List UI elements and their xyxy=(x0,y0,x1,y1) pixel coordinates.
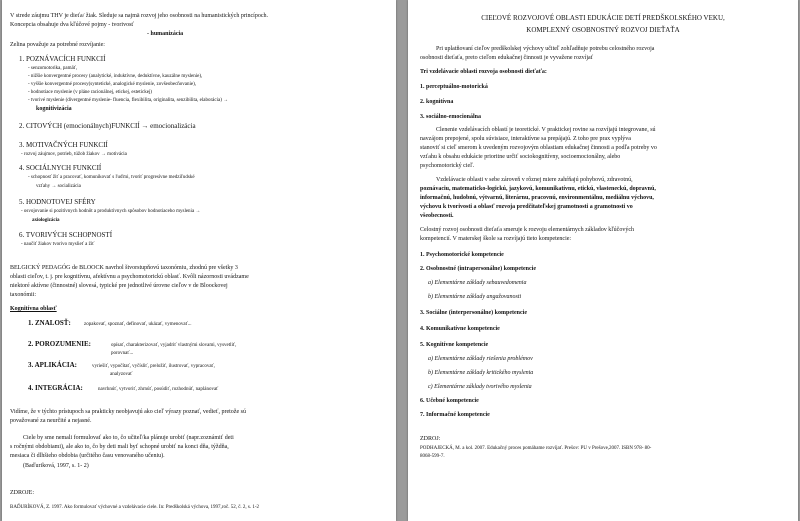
paragraph-line: všeobecnosti. xyxy=(420,213,454,219)
competence-item: 1. Psychomotorické kompetencie xyxy=(420,252,504,258)
level-verbs: navrhnúť, vytvoriť, zhrnúť, posúdiť, rozhodnúť, naplánovať xyxy=(98,387,219,392)
competence-item: 6. Učebné kompetencie xyxy=(420,398,479,404)
level-verbs: porovnať... xyxy=(111,351,134,356)
level-verbs: zopakovať, spoznať, definovať, ukázať, vymenovať... xyxy=(84,322,192,327)
competence-item: 2. Osobnostné (intrapersonálne) kompetencie xyxy=(420,266,536,272)
cognitive-title: Kognitívna oblasť xyxy=(10,306,57,312)
goals-line: Ciele by sme nemali formulovať ako to, čo učiteľ/ka plánuje urobiť (napr.zoznámiť deti xyxy=(23,435,234,441)
goals-line: s ročnými obdobiami), ale ako to, čo by deti mali byť schopné urobiť na konci dňa, týždňa, xyxy=(10,444,229,450)
section-line: axiologizácia xyxy=(32,218,60,223)
source-line: 8068-599-7. xyxy=(420,454,445,459)
areas-lead: Tri vzdelávacie oblasti rozvoja osobnosti dieťaťa: xyxy=(420,69,547,75)
paragraph-line: poznávaciu, matematicko-logickú, jazykovú, komunikatívnu, etickú, vlasteneckú, dopravnú, xyxy=(420,186,656,192)
paragraph-line: vzťahu k obsahu edukácie prioritne určiť sociokognitívny, socioemocionálny, alebo xyxy=(420,154,621,160)
sources-label: ZDROJE: xyxy=(10,490,34,496)
section-line: - nižšie konvergentné procesy (analytické, induktívne, deduktívne, kauzálne myslenie), xyxy=(28,74,203,79)
bloom-line: niektoré aktívne (činnostné) slovesá, typické pre jednotlivé úrovne cieľov v de Bloockovej xyxy=(10,283,228,289)
section-line: - hodnotiace myslenie (v pláne racionálnej, etickej, estetickej) xyxy=(28,90,152,95)
section-line: - vyššie konvergentné procesy(syntetické, analogické myslenie, zovšeobecňovanie), xyxy=(28,82,197,87)
goals-line: mesiaca či dlhšieho obdobia (určitého času venovaného učeniu). xyxy=(10,453,165,459)
level-verbs: analyzovať xyxy=(110,372,133,377)
area-item: 2. kognitívna xyxy=(420,99,454,105)
competence-sub: c) Elementárne základy tvorivého myslenia xyxy=(428,384,532,390)
source-line: BAĎURÍKOVÁ, Z. 1997. Ako formulovať výchovné a vzdelávacie ciele. In: Predškolská výchova, 1997,roč. 52, č. 2, s. 1-2 xyxy=(10,505,260,510)
section-heading: 6. TVORIVÝCH SCHOPNOSTÍ xyxy=(19,231,113,239)
area-item: 1. perceptuálno-motorická xyxy=(420,84,488,90)
paragraph-line: navzájom prepojené, spolu súvisiace, interaktívne sa prepájajú. Z toho pre prax vyplýva xyxy=(420,136,631,142)
paragraph-line: kompetencií. V materskej škole sa rozvíjajú tieto kompetencie: xyxy=(420,236,572,242)
paragraph-line: stanoviť si cieľ smerom k uvedeným rozvojovým oblastiam edukačnej činnosti a podľa potreby vo xyxy=(420,145,657,151)
competence-sub: a) Elementárne základy riešenia problémov xyxy=(428,356,533,362)
intro-line: V strede záujmu THV je dieťa/ žiak. Sleduje sa najmä rozvoj jeho osobnosti na humanistických princípoch. xyxy=(10,13,269,19)
paragraph-line: psychomotorický cieľ. xyxy=(420,163,475,169)
paragraph-line: Clenenie vzdelávacích oblastí je teoretické. V praktickej rovine sa rozvíjajú integrovane, sú xyxy=(436,127,656,133)
level-name: 1. ZNALOSŤ: xyxy=(28,319,71,327)
see-line: Vidíme, že v týchto prístupoch sa prakticky neobjavujú ako cieľ výrazy poznať, vedieť, pretože sú xyxy=(10,409,246,415)
left-page xyxy=(2,0,396,521)
level-name: 4. INTEGRÁCIA: xyxy=(28,384,83,392)
paragraph-line: výchovu k tvorivosti a oblasť rozvoja predčitateľskej gramotnosti a gramotnosti vo xyxy=(420,204,633,210)
competence-sub: b) Elementárne základy angažovanosti xyxy=(428,294,522,300)
develop-lead: Zelina považuje za potrebné rozvíjanie: xyxy=(10,42,105,48)
competence-item: 7. Informačné kompetencie xyxy=(420,412,490,418)
paragraph-line: informačnú, hudobnú, výtvarnú, literárnu, pracovnú, environmentálnu, mediálnu výchovu, xyxy=(420,195,654,201)
page-title: KOMPLEXNÝ OSOBNOSTNÝ ROZVOJ DIEŤAŤA xyxy=(526,26,680,34)
bloom-line: taxonómii: xyxy=(10,292,36,298)
section-line: - naučiť žiakov tvorivo myslieť a žiť xyxy=(21,242,95,247)
area-item: 3. sociálno-emocionálna xyxy=(420,114,481,120)
intro-line: Koncepcia obsahuje dva kľúčové pojmy - tvorivosť xyxy=(10,22,134,28)
bloom-line: oblasti cieľov, t. j. pre kognitívnu, afektívnu a psychomotorickú oblasť. Kvôli názornosti uvádzame xyxy=(10,274,249,280)
section-heading: 4. SOCIÁLNYCH FUNKCIÍ xyxy=(19,164,102,172)
section-heading: 3. MOTIVAČNÝCH FUNKCIÍ xyxy=(19,141,108,149)
page-title: CIEĽOVÉ ROZVOJOVÉ OBLASTI EDUKÁCIE DETÍ PREDŠKOLSKÉHO VEKU, xyxy=(481,14,725,22)
section-line: - osvojovanie si pozitívnych hodnôt a produktívnych spôsobov hodnotiaceho myslenia → xyxy=(21,209,201,214)
competence-sub: b) Elementárne základy kritického myslenia xyxy=(428,370,534,376)
level-name: 2. POROZUMENIE: xyxy=(28,340,91,348)
section-line: - schopnosť žiť a pracovať, komunikovať s ľuďmi, tvoriť progresívne medziľudské xyxy=(28,175,195,180)
right-page xyxy=(408,0,798,521)
level-name: 3. APLIKÁCIA: xyxy=(28,361,78,369)
paragraph-line: Celostný rozvoj osobnosti dieťaťa smeruje k rozvoju elementárnych základov kľúčových xyxy=(420,227,635,233)
bloom-line: BELGICKÝ PEDAGÓG de BLOOCK navrhol štvorstupňovú taxonómiu, zhodnú pre všetky 3 xyxy=(10,265,238,271)
citation: (Baďuriková, 1997, s. 1- 2) xyxy=(23,463,89,469)
level-verbs: vyriešiť, vypočítať, vyčísliť, preložiť, ilustrovať, vypracovať, xyxy=(92,364,215,369)
section-line: - tvorivé myslenie (divergentné myslenie- fluencia, flexibilita, originalita, senzibilita, elaborácia) → xyxy=(28,98,229,103)
intro-line: - humanizácia xyxy=(147,31,184,37)
source-line: PODHAJECKÁ, M. a kol. 2007. Edukačný proces pomáhame rozvíjať. Prešov: PU v Prešove,2007. ISBN 978- 80- xyxy=(420,446,652,451)
section-heading: 5. HODNOTOVEJ SFÉRY xyxy=(19,198,96,206)
section-heading: 2. CITOVÝCH (emocionálnych)FUNKCIÍ → emocionalizácia xyxy=(19,122,196,130)
level-verbs: opísať, charakterizovať, vyjadriť vlastnými slovami, vysvetliť, xyxy=(111,343,237,348)
section-line: kognitivizácia xyxy=(36,106,72,112)
paragraph-line: osobnosti dieťaťa, preto cieľom edukačnej činnosti je vyvažene rozvíjať xyxy=(420,55,594,61)
source-label: ZDROJ: xyxy=(420,436,441,442)
competence-item: 3. Sociálne (interpersonálne) kompetencie xyxy=(420,310,527,316)
competence-item: 4. Komunikatívne kompetencie xyxy=(420,326,500,332)
section-heading: 1. POZNÁVACÍCH FUNKCIÍ xyxy=(19,55,106,63)
section-line: - senzomotorika, pamäť, xyxy=(28,66,78,71)
see-line: považované za neurčité a nejasné. xyxy=(10,418,92,424)
paragraph-line: Vzdelávacie oblasti v sebe zároveň v rôznej miere zahŕňajú pohybovú, zdravotnú, xyxy=(436,177,633,183)
section-line: - rozvoj záujmov, potrieb, túžob žiakov → motivácia xyxy=(21,152,127,157)
section-line: vzťahy → socializácia xyxy=(36,184,81,189)
competence-item: 5. Kognitívne kompetencie xyxy=(420,342,489,348)
competence-sub: a) Elementárne základy sebauvedomenia xyxy=(428,280,527,286)
paragraph-line: Pri uplatňovaní cieľov predškolskej výchovy učiteľ zohľadňuje potrebu celostného rozvoja xyxy=(436,46,655,52)
